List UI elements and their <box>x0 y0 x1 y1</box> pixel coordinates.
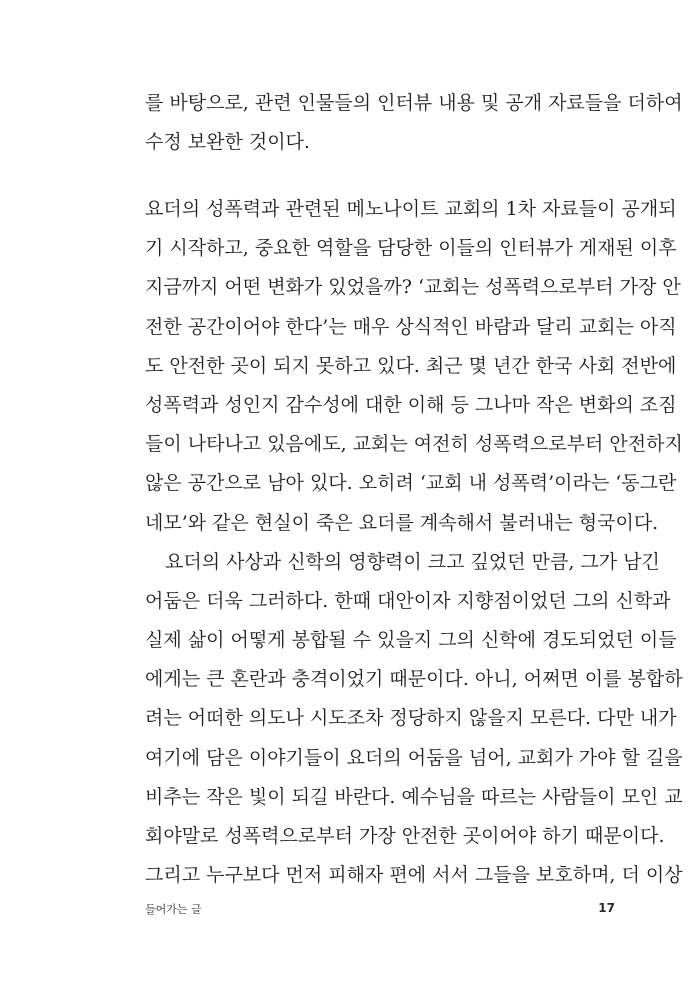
text-line: 비추는 작은 빛이 되길 바란다. 예수님을 따르는 사람들이 모인 교 <box>145 785 683 808</box>
text-line: 요더의 사상과 신학의 영향력이 크고 깊었던 만큼, 그가 남긴 <box>165 550 660 573</box>
text-line: 려는 어떠한 의도나 시도조차 정당하지 않을지 모른다. 다만 내가 <box>145 707 677 730</box>
text-line: 지금까지 어떤 변화가 있었을까? ‘교회는 성폭력으로부터 가장 안 <box>145 276 681 299</box>
text-line: 그리고 누구보다 먼저 피해자 편에 서서 그들을 보호하며, 더 이상 <box>145 864 683 887</box>
text-line: 실제 삶이 어떻게 봉합될 수 있을지 그의 신학에 경도되었던 이들 <box>145 629 677 652</box>
text-line: 에게는 큰 혼란과 충격이었기 때문이다. 아니, 어쩌면 이를 봉합하 <box>145 668 683 691</box>
body-text <box>145 190 683 895</box>
text-line: 성폭력과 성인지 감수성에 대한 이해 등 그나마 작은 변화의 조짐 <box>145 393 677 416</box>
text-line: 들이 나타나고 있음에도, 교회는 여전히 성폭력으로부터 안전하지 <box>145 433 683 456</box>
page-number: 17 <box>598 901 615 915</box>
text-line: 수정 보완한 것이다. <box>145 131 310 154</box>
paragraph-continuation <box>145 84 683 162</box>
text-line: 여기에 담은 이야기들이 요더의 어둠을 넘어, 교회가 가야 할 길을 <box>145 746 683 769</box>
text-line: 를 바탕으로, 관련 인물들의 인터뷰 내용 및 공개 자료들을 더하여 <box>145 92 683 114</box>
text-line: 회야말로 성폭력으로부터 가장 안전한 곳이어야 하기 때문이다. <box>145 825 665 847</box>
running-head: 들어가는 글 <box>145 903 202 916</box>
text-line: 어둠은 더욱 그러하다. 한때 대안이자 지향점이었던 그의 신학과 <box>145 589 671 612</box>
text-line: 네모’와 같은 현실이 죽은 요더를 계속해서 불러내는 형국이다. <box>145 511 659 534</box>
text-line: 전한 공간이어야 한다’는 매우 상식적인 바람과 달리 교회는 아직 <box>145 315 677 338</box>
text-line: 요더의 성폭력과 관련된 메노나이트 교회의 1차 자료들이 공개되 <box>145 198 677 220</box>
text-line: 기 시작하고, 중요한 역할을 담당한 이들의 인터뷰가 게재된 이후 <box>145 237 677 260</box>
text-line: 도 안전한 곳이 되지 못하고 있다. 최근 몇 년간 한국 사회 전반에 <box>145 354 677 377</box>
text-line: 않은 공간으로 남아 있다. 오히려 ‘교회 내 성폭력’이라는 ‘동그란 <box>145 472 677 495</box>
